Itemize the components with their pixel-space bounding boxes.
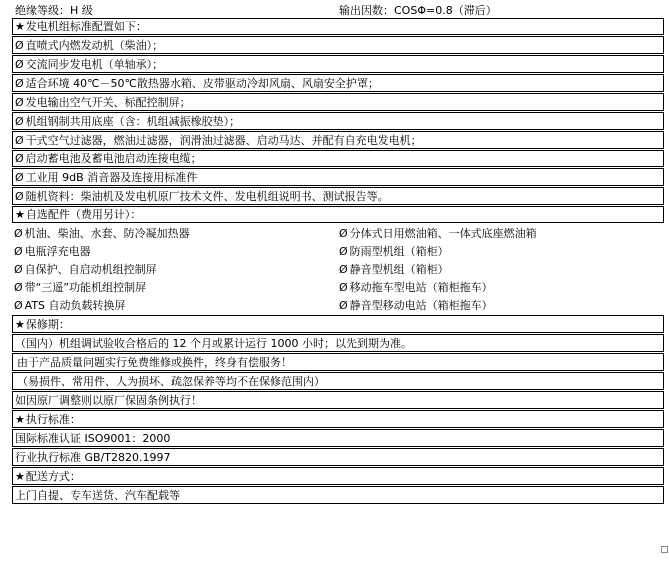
optional-item-right: Ø 静音型机组（箱柜） xyxy=(337,260,664,278)
power-factor: 输出因数：COSΦ=0.8（滞后） xyxy=(339,4,497,17)
optional-item-left: Ø ATS 自动负载转换屏 xyxy=(12,296,337,314)
standard-item: Ø 干式空气过滤器，燃油过滤器，润滑油过滤器、启动马达、并配有自充电发电机； xyxy=(12,131,664,149)
optional-item-right: Ø 防雨型机组（箱柜） xyxy=(337,242,664,260)
standard-item: Ø 直喷式内燃发动机（柴油）； xyxy=(12,36,664,54)
optional-item-left: Ø 自保护、自启动机组控制屏 xyxy=(12,260,337,278)
warranty-heading: ★ 保修期： xyxy=(12,315,664,333)
standard-item: Ø 机组钢制共用底座（含：机组减振橡胶垫）； xyxy=(12,112,664,130)
optional-item-right: Ø 静音型移动电站（箱柜拖车） xyxy=(337,296,664,314)
standard-item: Ø 随机资料：柴油机及发电机原厂技术文件、发电机组说明书、测试报告等。 xyxy=(12,187,664,205)
standard-item: Ø 启动蓄电池及蓄电池启动连接电缆； xyxy=(12,150,664,167)
standard-config-heading: ★ 发电机组标准配置如下： xyxy=(12,18,664,35)
standard-item: Ø 交流同步发电机（单轴承）； xyxy=(12,55,664,73)
standard-item: Ø 发电输出空气开关、标配控制屏； xyxy=(12,93,664,111)
standard-item: Ø 适合环境 40℃－50℃散热器水箱、皮带驱动冷却风扇、风扇安全护罩； xyxy=(12,74,664,92)
standard-item: Ø 工业用 9dB 消音器及连接用标准件 xyxy=(12,168,664,186)
optional-grid xyxy=(12,224,664,314)
standards-heading: ★ 执行标准： xyxy=(12,410,664,428)
standards-line: 行业执行标准 GB/T2820.1997 xyxy=(12,448,664,466)
spec-sheet xyxy=(12,0,664,505)
insulation-grade: 绝缘等级：H 级 xyxy=(15,4,93,17)
optional-heading: ★ 自选配件（费用另计）： xyxy=(12,206,664,223)
warranty-line: （国内）机组调试验收合格后的 12 个月或累计运行 1000 小时；以先到期为准。 xyxy=(12,334,664,352)
delivery-heading: ★ 配送方式： xyxy=(12,467,664,485)
warranty-line: 如因原厂调整则以原厂保固条例执行！ xyxy=(12,391,664,409)
optional-item-right: Ø 移动拖车型电站（箱柜拖车） xyxy=(337,278,664,296)
optional-item-right: Ø 分体式日用燃油箱、一体式底座燃油箱 xyxy=(337,224,664,242)
warranty-line: 由于产品质量问题实行免费维修或换件，终身有偿服务！ xyxy=(12,353,664,371)
optional-item-left: Ø 带“三遥”功能机组控制屏 xyxy=(12,278,337,296)
standards-line: 国际标准认证 ISO9001：2000 xyxy=(12,429,664,447)
resize-handle[interactable] xyxy=(661,546,668,553)
delivery-line: 上门自提、专车送货、汽车配载等 xyxy=(12,486,664,504)
warranty-line: （易损件、常用件、人为损坏、疏忽保养等均不在保修范围内） xyxy=(12,372,664,390)
optional-item-left: Ø 电瓶浮充电器 xyxy=(12,242,337,260)
spec-header xyxy=(12,0,664,18)
optional-item-left: Ø 机油、柴油、水套、防冷凝加热器 xyxy=(12,224,337,242)
